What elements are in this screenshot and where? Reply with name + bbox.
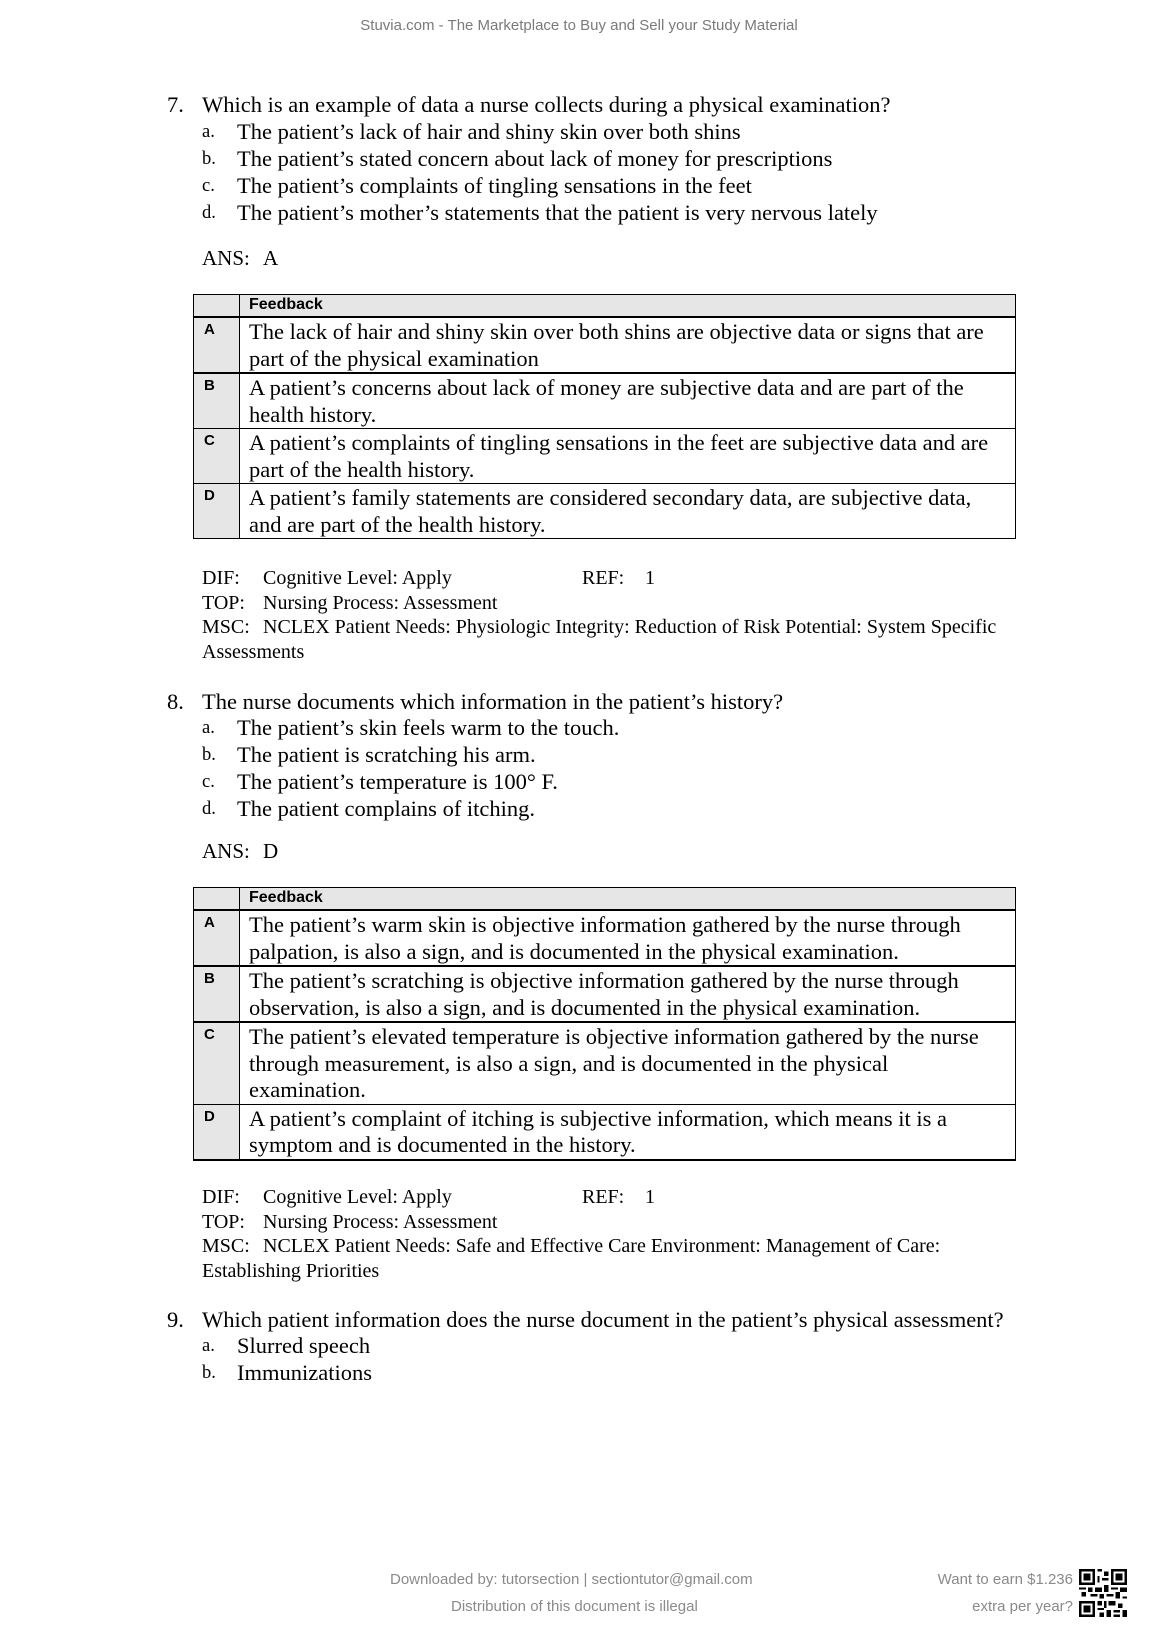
question-number: 8. — [167, 689, 184, 714]
feedback-row-letter: A — [194, 910, 240, 966]
option-letter: a. — [202, 718, 215, 738]
feedback-row — [194, 484, 1016, 539]
feedback-row-letter: A — [194, 317, 240, 373]
question-stem: The nurse documents which information in the patient’s history? — [202, 689, 784, 714]
question-number: 7. — [167, 92, 184, 117]
answer-label: ANS: — [202, 839, 250, 863]
option-text: The patient’s mother’s statements that the patient is very nervous lately — [237, 200, 878, 225]
dif-label: DIF: — [202, 1186, 240, 1208]
answer-label: ANS: — [202, 246, 250, 270]
feedback-row-text: A patient’s family statements are considered secondary data, are subjective data, and are part of the health history. — [240, 484, 1016, 539]
msc-value: NCLEX Patient Needs: Safe and Effective Care Environment: Management of Care: — [263, 1235, 941, 1257]
feedback-row-text: A patient’s concerns about lack of money are subjective data and are part of the health history. — [240, 373, 1016, 429]
top-label: TOP: — [202, 592, 245, 614]
feedback-row-text: A patient’s complaints of tingling sensations in the feet are subjective data and are part of the health history. — [240, 429, 1016, 484]
question-number: 9. — [167, 1307, 184, 1332]
option-text: The patient’s stated concern about lack of money for prescriptions — [237, 146, 833, 171]
feedback-row-letter: C — [194, 429, 240, 484]
feedback-row — [194, 317, 1016, 373]
question-stem: Which patient information does the nurse document in the patient’s physical assessment? — [202, 1307, 1004, 1332]
feedback-row-letter: C — [194, 1022, 240, 1104]
feedback-table — [193, 887, 1016, 1161]
feedback-row-text: The patient’s warm skin is objective information gathered by the nurse through palpation, is also a sign, and is documented in the physical examination. — [240, 910, 1016, 966]
top-label: TOP: — [202, 1211, 245, 1233]
msc-value-continued: Assessments — [202, 641, 305, 663]
feedback-row-letter: D — [194, 484, 240, 539]
feedback-header: Feedback — [240, 888, 1016, 911]
answer-value: A — [263, 246, 279, 270]
option-text: Immunizations — [237, 1360, 372, 1385]
feedback-row-text: The patient’s elevated temperature is objective information gathered by the nurse through measurement, is also a sign, and is documented in the physical examination. — [240, 1022, 1016, 1104]
option-letter: c. — [202, 176, 215, 196]
msc-value-continued: Establishing Priorities — [202, 1260, 380, 1282]
option-text: The patient complains of itching. — [237, 796, 536, 821]
feedback-row-letter: B — [194, 966, 240, 1022]
option-text: The patient’s skin feels warm to the touch. — [237, 715, 620, 740]
msc-label: MSC: — [202, 1235, 250, 1257]
question-stem: Which is an example of data a nurse collects during a physical examination? — [202, 92, 891, 117]
option-text: The patient’s complaints of tingling sensations in the feet — [237, 173, 752, 198]
msc-label: MSC: — [202, 616, 250, 638]
answer-value: D — [263, 839, 279, 863]
option-letter: b. — [202, 745, 216, 765]
feedback-row — [194, 910, 1016, 966]
feedback-row — [194, 966, 1016, 1022]
promo-line-1[interactable]: Want to earn $1.236 — [937, 1571, 1073, 1588]
feedback-header: Feedback — [240, 295, 1016, 318]
feedback-row-text: A patient’s complaint of itching is subjective information, which means it is a symptom and is documented in the history. — [240, 1104, 1016, 1160]
ref-label: REF: — [582, 567, 625, 589]
option-text: The patient’s lack of hair and shiny skin over both shins — [237, 119, 741, 144]
feedback-corner-cell — [194, 295, 240, 318]
feedback-corner-cell — [194, 888, 240, 911]
feedback-row-text: The lack of hair and shiny skin over both shins are objective data or signs that are part of the physical examination — [240, 317, 1016, 373]
option-letter: a. — [202, 1336, 215, 1356]
option-letter: a. — [202, 122, 215, 142]
distribution-notice: Distribution of this document is illegal — [451, 1598, 698, 1615]
ref-label: REF: — [582, 1186, 625, 1208]
feedback-row — [194, 373, 1016, 429]
option-text: Slurred speech — [237, 1333, 371, 1358]
page-header-watermark: Stuvia.com - The Marketplace to Buy and Sell your Study Material — [360, 17, 798, 34]
ref-value: 1 — [645, 1186, 655, 1208]
downloaded-by-text: Downloaded by: tutorsection | sectiontutor@gmail.com — [390, 1571, 753, 1588]
feedback-row-letter: D — [194, 1104, 240, 1160]
option-text: The patient is scratching his arm. — [237, 742, 536, 767]
option-text: The patient’s temperature is 100° F. — [237, 769, 558, 794]
ref-value: 1 — [645, 567, 655, 589]
option-letter: d. — [202, 203, 216, 223]
feedback-row-text: The patient’s scratching is objective information gathered by the nurse through observation, is also a sign, and is documented in the physical examination. — [240, 966, 1016, 1022]
option-letter: c. — [202, 772, 215, 792]
dif-value: Cognitive Level: Apply — [263, 567, 452, 589]
top-value: Nursing Process: Assessment — [263, 1211, 498, 1233]
feedback-row — [194, 1022, 1016, 1104]
feedback-table — [193, 294, 1016, 539]
msc-value: NCLEX Patient Needs: Physiologic Integrity: Reduction of Risk Potential: System Specific — [263, 616, 997, 638]
feedback-row — [194, 429, 1016, 484]
option-letter: b. — [202, 1363, 216, 1383]
feedback-row-letter: B — [194, 373, 240, 429]
promo-line-2[interactable]: extra per year? — [972, 1598, 1073, 1615]
dif-value: Cognitive Level: Apply — [263, 1186, 452, 1208]
option-letter: d. — [202, 799, 216, 819]
qr-code-icon[interactable] — [1079, 1569, 1127, 1617]
dif-label: DIF: — [202, 567, 240, 589]
top-value: Nursing Process: Assessment — [263, 592, 498, 614]
option-letter: b. — [202, 149, 216, 169]
feedback-row — [194, 1104, 1016, 1160]
